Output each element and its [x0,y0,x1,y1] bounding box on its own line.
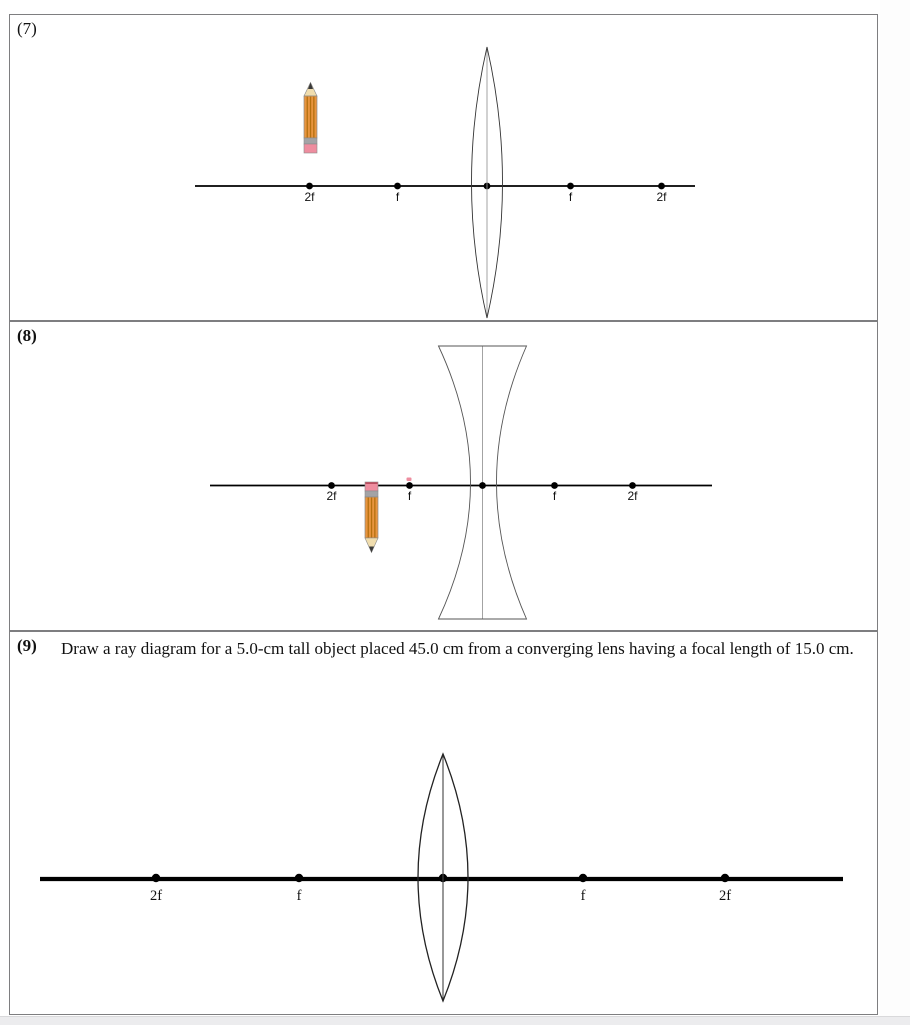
problem-8-cell [9,321,878,631]
problem-9-cell [9,631,878,1015]
axis-mark-label: 2f [149,888,163,904]
pencil-ferrule [365,491,378,497]
focal-point-dot-2f-right [629,482,636,489]
problem-7-label: (7) [17,19,37,38]
pencil-ferrule [304,138,317,144]
axis-mark-label: f [568,190,573,204]
problem-8-diagram [10,322,876,629]
object-pencil-down [365,482,378,553]
focal-point-dot-2f-left [152,874,160,882]
axis-mark-label: f [407,489,412,503]
pencil-stripe [368,498,369,538]
axis-mark-label: 2f [627,489,638,503]
pencil-eraser [304,144,317,153]
focal-point-dot-2f-left [306,183,313,190]
pencil-eraser-edge [365,482,377,484]
axis-mark-label: f [395,190,400,204]
problem-7-cell [9,14,878,321]
axis-mark-label: 2f [326,489,337,503]
focal-point-dot-f-left [295,874,303,882]
axis-mark-label: 2f [656,190,667,204]
axis-mark-label: f [580,888,586,904]
pencil-stripe [310,97,311,138]
pencil-stripe [374,498,375,538]
focal-point-dot-f-left [406,482,413,489]
pencil-stripe [313,97,314,138]
pencil-stripe [307,97,308,138]
problem-8-label: (8) [17,326,37,345]
axis-mark-label: f [296,888,302,904]
pink-mark [407,478,412,482]
problem-9-diagram [10,632,876,1013]
focal-point-dot-2f-left [328,482,335,489]
problem-7-diagram [10,15,876,319]
axis-mark-label: 2f [718,888,732,904]
object-pencil-up [304,83,317,154]
focal-point-dot-f-left [394,183,401,190]
problem-9-label: (9) [17,636,37,655]
lens-center-dot [479,482,486,489]
focal-point-dot-f-right [551,482,558,489]
axis-mark-label: f [552,489,557,503]
focal-point-dot-f-right [579,874,587,882]
pencil-stripe [371,498,372,538]
pencil-graphite-tip [369,547,374,553]
focal-point-dot-2f-right [658,183,665,190]
axis-mark-label: 2f [304,190,315,204]
focal-point-dot-2f-right [721,874,729,882]
focal-point-dot-f-right [567,183,574,190]
page-right-margin [880,0,910,1016]
problem-9-question-text: Draw a ray diagram for a 5.0-cm tall object placed 45.0 cm from a converging lens having a focal length of 15.0 cm. [61,639,854,658]
